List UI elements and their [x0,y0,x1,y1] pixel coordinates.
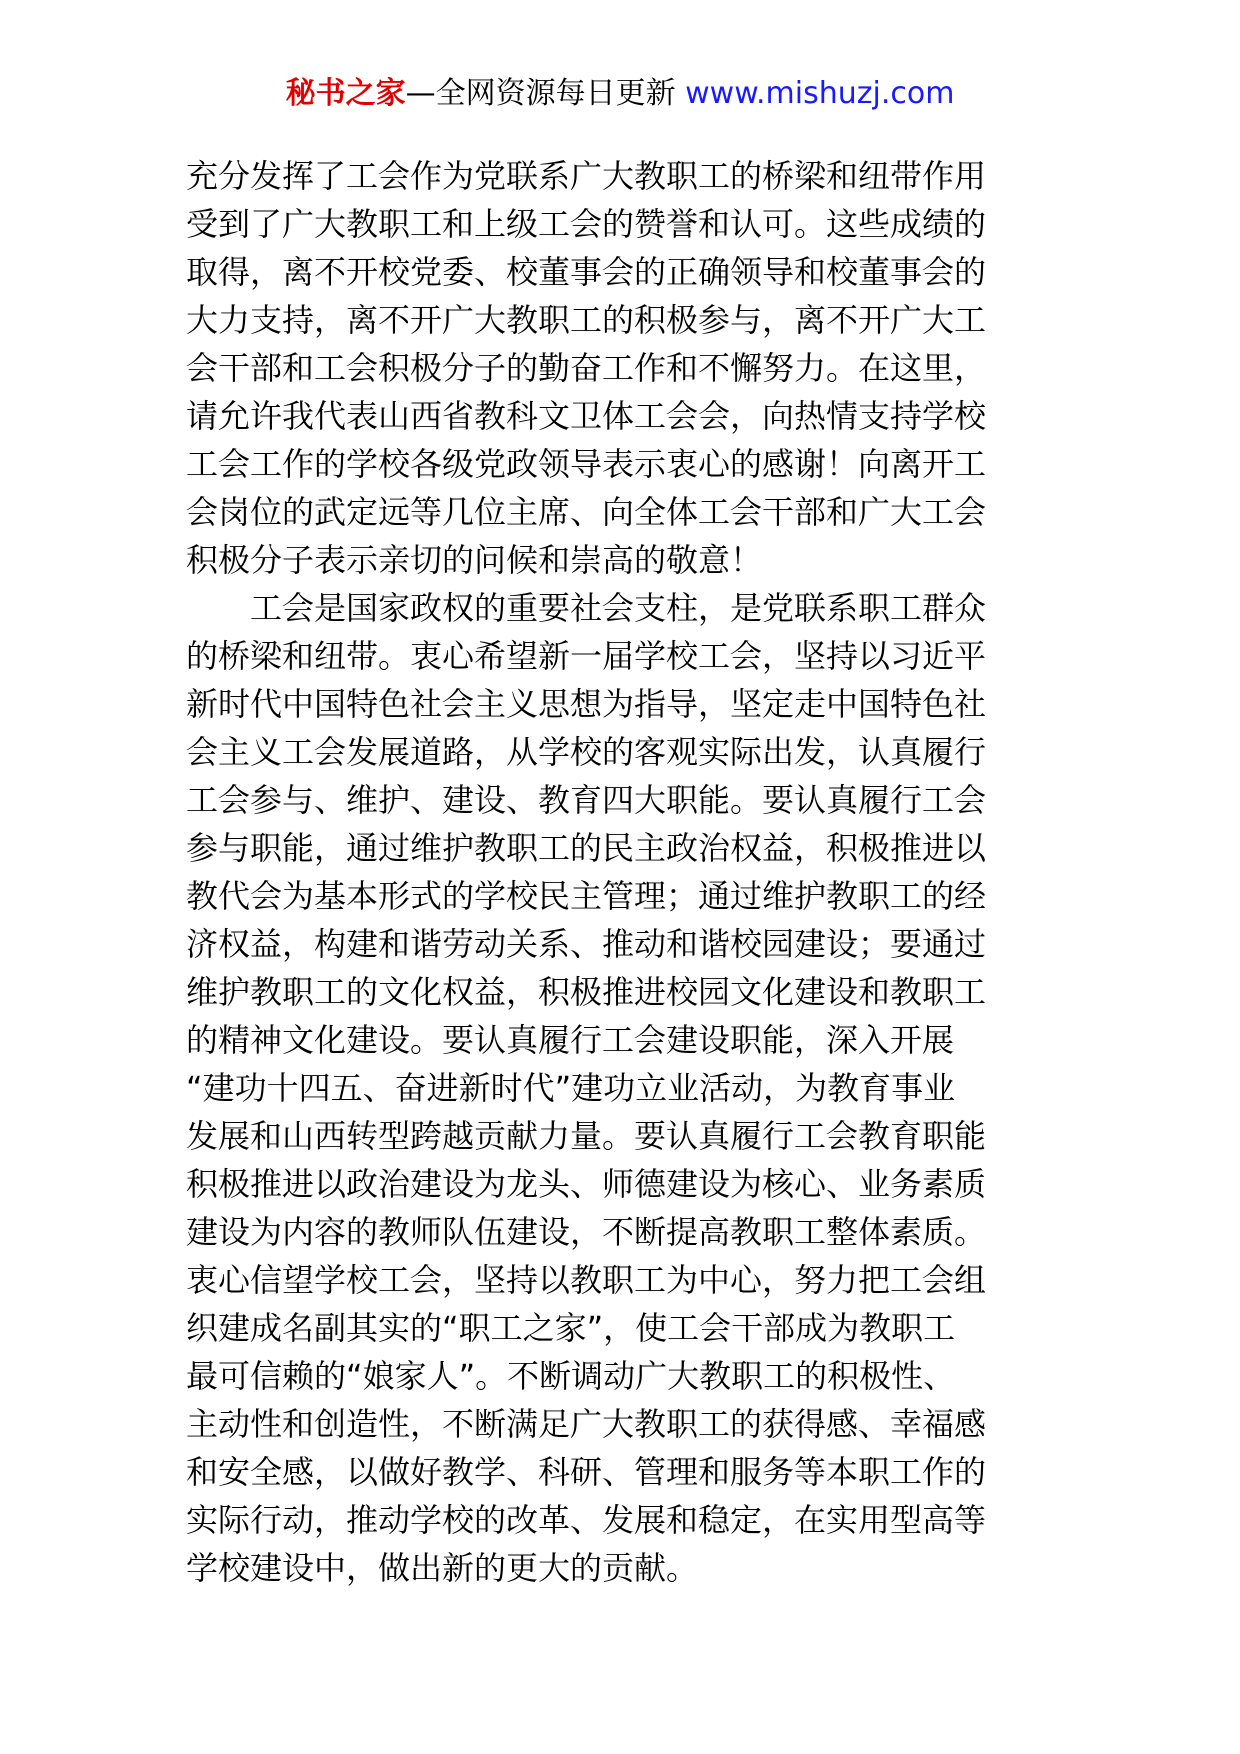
text-line: “建功十四五、奋进新时代”建功立业活动，为教育事业 [186,1069,956,1107]
header-site-url[interactable]: www.mishuzj.com [685,76,955,111]
text-line: 充分发挥了工会作为党联系广大教职工的桥梁和纽带作用 [186,157,987,195]
text-line: 参与职能，通过维护教职工的民主政治权益，积极推进以 [186,829,987,867]
text-line: 工会参与、维护、建设、教育四大职能。要认真履行工会 [186,781,987,819]
text-line: 最可信赖的“娘家人”。不断调动广大教职工的积极性、 [186,1357,956,1395]
document-body [186,152,1066,1592]
paragraph-1 [186,152,1066,584]
text-line: 会岗位的武定远等几位主席、向全体工会干部和广大工会 [186,493,987,531]
text-line: 主动性和创造性，不断满足广大教职工的获得感、幸福感 [186,1405,987,1443]
text-line: 的精神文化建设。要认真履行工会建设职能，深入开展 [186,1021,955,1059]
page-header [0,64,1240,124]
text-line: 请允许我代表山西省教科文卫体工会会，向热情支持学校 [186,397,987,435]
text-line: 会干部和工会积极分子的勤奋工作和不懈努力。在这里， [186,349,987,387]
paragraph-2 [186,584,1066,1592]
text-line: 工会是国家政权的重要社会支柱，是党联系职工群众 [250,589,987,627]
text-line: 实际行动，推动学校的改革、发展和稳定，在实用型高等 [186,1501,987,1539]
text-line: 教代会为基本形式的学校民主管理；通过维护教职工的经 [186,877,987,915]
text-line: 发展和山西转型跨越贡献力量。要认真履行工会教育职能 [186,1117,987,1155]
text-line: 积极推进以政治建设为龙头、师德建设为核心、业务素质 [186,1165,987,1203]
text-line: 新时代中国特色社会主义思想为指导，坚定走中国特色社 [186,685,987,723]
text-line: 学校建设中，做出新的更大的贡献。 [186,1549,699,1587]
text-line: 大力支持，离不开广大教职工的积极参与，离不开广大工 [186,301,987,339]
text-line: 工会工作的学校各级党政领导表示衷心的感谢！向离开工 [186,445,987,483]
header-tagline: —全网资源每日更新 [405,76,676,111]
text-line: 积极分子表示亲切的问候和崇高的敬意！ [186,541,763,579]
text-line: 和安全感，以做好教学、科研、管理和服务等本职工作的 [186,1453,987,1491]
text-line: 的桥梁和纽带。衷心希望新一届学校工会，坚持以习近平 [186,637,987,675]
text-line: 济权益，构建和谐劳动关系、推动和谐校园建设；要通过 [186,925,987,963]
text-line: 维护教职工的文化权益，积极推进校园文化建设和教职工 [186,973,987,1011]
text-line: 取得，离不开校党委、校董事会的正确领导和校董事会的 [186,253,987,291]
text-line: 受到了广大教职工和上级工会的赞誉和认可。这些成绩的 [186,205,987,243]
text-line: 会主义工会发展道路，从学校的客观实际出发，认真履行 [186,733,987,771]
text-line: 织建成名副其实的“职工之家”，使工会干部成为教职工 [186,1309,956,1347]
text-line: 衷心信望学校工会，坚持以教职工为中心，努力把工会组 [186,1261,987,1299]
header-brand: 秘书之家 [285,76,406,111]
text-line: 建设为内容的教师队伍建设，不断提高教职工整体素质。 [186,1213,987,1251]
